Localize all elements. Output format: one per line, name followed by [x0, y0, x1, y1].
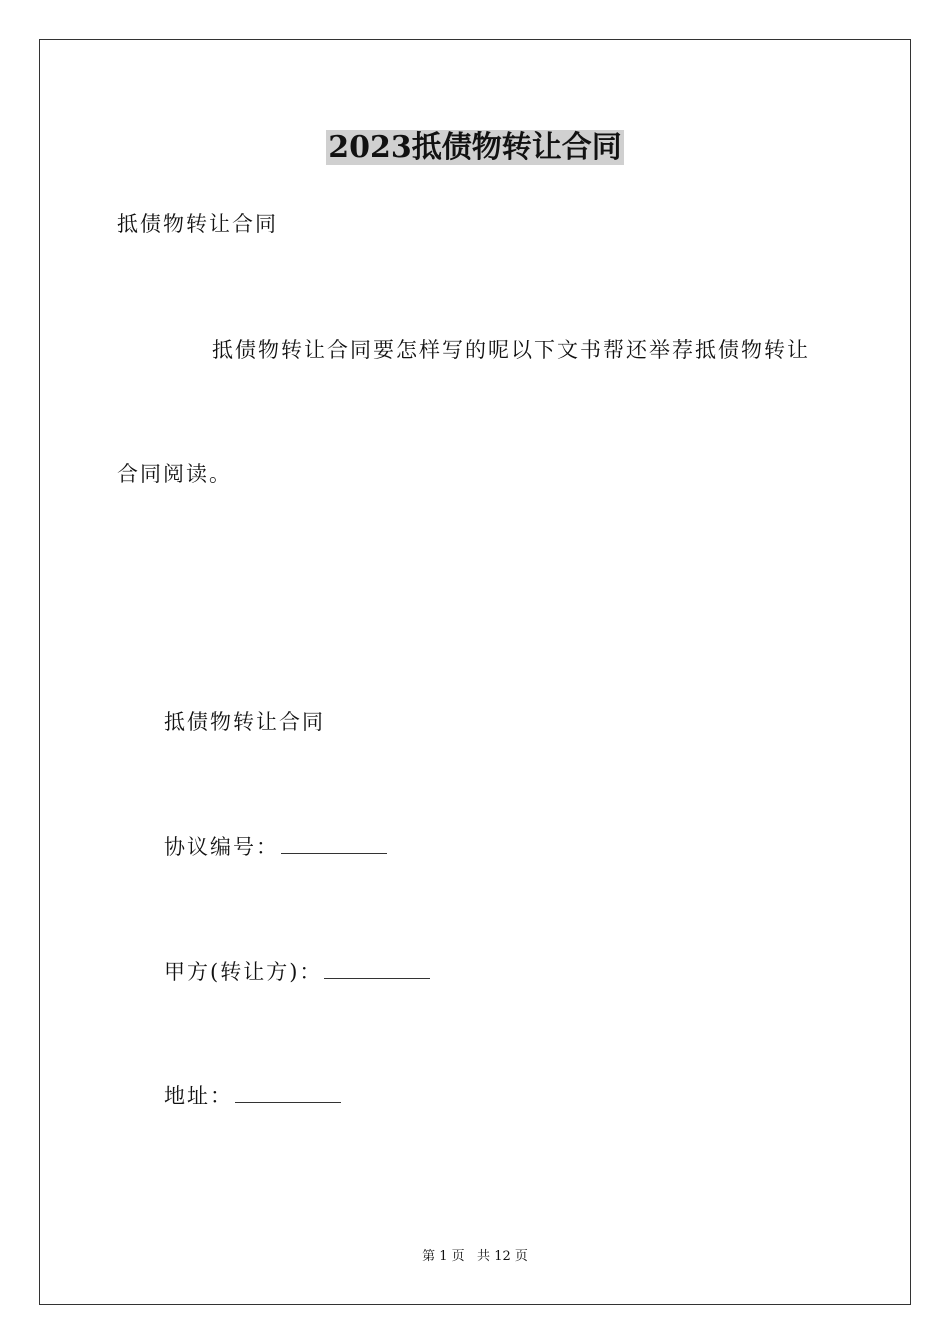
blank-line — [235, 1082, 341, 1103]
document-subtitle: 抵债物转让合同 — [117, 212, 278, 236]
document-title — [0, 128, 950, 168]
document-title-text: 2023抵债物转让合同 — [328, 130, 622, 165]
page-footer: 第 1 页 共 12 页 — [422, 1249, 528, 1264]
field-agreement-number — [164, 833, 387, 861]
field-label: 地址： — [164, 1084, 233, 1108]
field-label: 甲方(转让方)： — [164, 960, 323, 984]
section-heading: 抵债物转让合同 — [164, 710, 325, 734]
intro-paragraph-line-1: 抵债物转让合同要怎样写的呢以下文书帮还举荐抵债物转让 — [212, 338, 810, 362]
field-party-a — [164, 958, 430, 986]
intro-paragraph-line-2: 合同阅读。 — [117, 462, 232, 486]
field-label: 协议编号： — [164, 835, 279, 859]
blank-line — [281, 833, 387, 854]
field-address — [164, 1082, 341, 1110]
blank-line — [324, 958, 430, 979]
